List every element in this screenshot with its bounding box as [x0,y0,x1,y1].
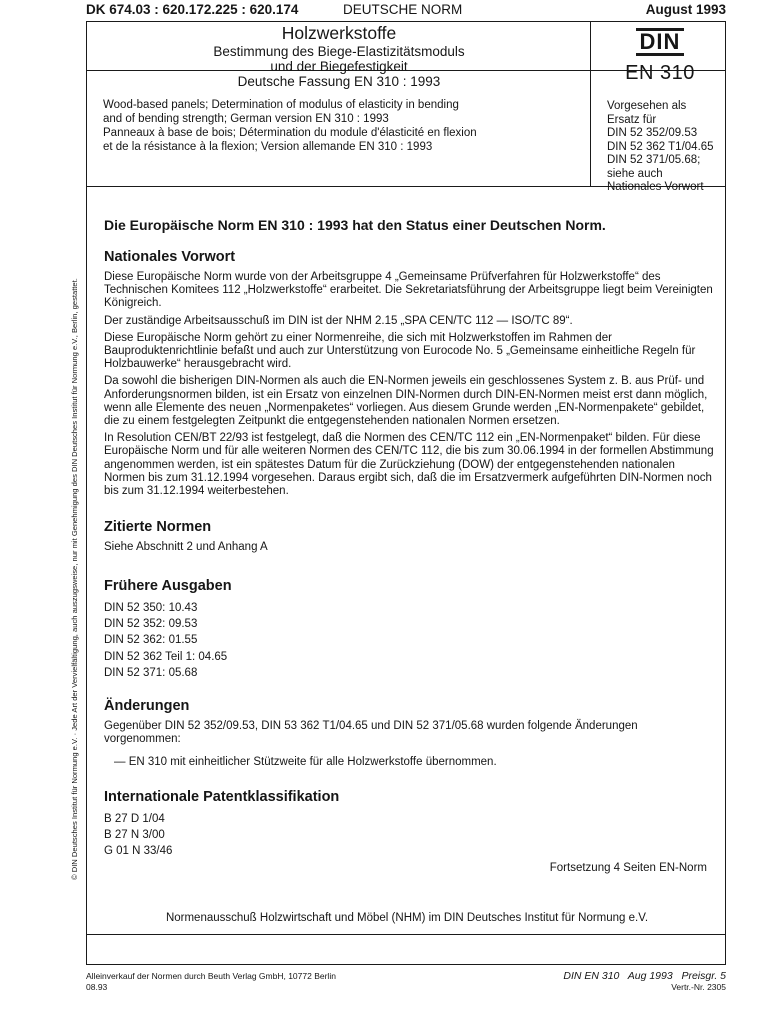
paragraph: Diese Europäische Norm gehört zu einer Normenreihe, die sich mit Holzwerkstoffen im Rahmen der Bauproduktenrichtlinie befaßt und auch zur Unterstützung von Eurocode No. 5 „Gemeinsame einheitliche Regeln für Holzbauwerke“ herausgebracht wird. [104,331,696,371]
section-heading: Frühere Ausgaben [104,578,232,594]
replacement-line: DIN 52 371/05.68; [607,154,701,166]
edition-item: DIN 52 352: 09.53 [104,618,198,631]
paragraph: Siehe Abschnitt 2 und Anhang A [104,541,268,553]
replacement-line: Vorgesehen als [607,100,687,112]
classification-item: G 01 N 33/46 [104,845,173,858]
document-reference: DIN EN 310 Aug 1993 Preisgr. 5 [563,970,726,982]
paragraph: In Resolution CEN/BT 22/93 ist festgelegt, daß die Normen des CEN/TC 112 ein „EN-Normenpaket“ bilden. Für diese Europäische Norm und für alle weiteren Normen des CEN/TC 112, die bis zum 30.06.1994 in der formellen Abstimmung angenommen werden, ist ein spätestes Datum für die Zurückziehung (DOW) der entgegenstehenden nationalen Normen bis zum 31.12.1994 vorgesehen. Daraus ergibt sich, daß die im Ersatzvermerk aufgeführten DIN-Normen noch bis zum 31.12.1994 weiterbestehen. [104,432,714,498]
copyright-notice: © DIN Deutsches Institut für Normung e.V. · Jede Art der Vervielfältigung, auch auszugsweise, nur mit Genehmigung des DIN Deutsches Institut für Normung e.V., Berlin, gestattet. [70,278,79,880]
replacement-line: DIN 52 352/09.53 [607,127,698,139]
replacement-note [607,100,725,195]
french-title-line: et de la résistance à la flexion; Version allemande EN 310 : 1993 [103,141,433,153]
classification-item: B 27 D 1/04 [104,813,165,825]
edition-item: DIN 52 362 Teil 1: 04.65 [104,650,228,663]
patent-classification [104,789,714,860]
earlier-editions [104,578,714,681]
replacement-line: Ersatz für [607,113,657,126]
section-heading: Nationales Vorwort [104,249,236,265]
english-title-line: and of bending strength; German version EN 310 : 1993 [103,113,389,125]
distribution-number: Vertr.-Nr. 2305 [671,982,726,992]
amendment-item: — EN 310 mit einheitlicher Stützweite für alle Holzwerkstoffe übernommen. [114,756,497,769]
paragraph: Der zuständige Arbeitsausschuß im DIN ist der NHM 2.15 „SPA CEN/TC 112 — ISO/TC 89“. [104,314,573,327]
continuation-note: Fortsetzung 4 Seiten EN-Norm [549,862,707,874]
top-header [86,0,730,22]
din-block [593,28,727,85]
page-title: Holzwerkstoffe [281,23,397,43]
issue-code: 08.93 [86,982,108,992]
subtitle-line: Bestimmung des Biege-Elastizitätsmoduls [213,44,465,59]
standard-number: EN 310 [625,62,695,84]
issue-date: August 1993 [645,2,726,17]
section-heading: Zitierte Normen [104,519,212,535]
national-foreword [104,249,714,502]
document-category: DEUTSCHE NORM [343,2,463,17]
edition-item: DIN 52 350: 10.43 [104,602,198,614]
divider [87,934,725,935]
section-heading: Änderungen [104,698,190,714]
paragraph: Da sowohl die bisherigen DIN-Normen als auch die EN-Normen jeweils ein geschlossenes System z. B. aus Prüf- und Anforderungsnormen bilden, ist ein Ersatz von einzelnen DIN-Normen durch DIN-EN-Normen meist erst dann möglich, wenn alle Elemente des neuen „Normenpaketes“ vorliegen. Aus diesem Grunde werden „EN-Normenpakete“ gebildet, die zu einem festgelegten Zeitpunkt die entgegenstehenden nationalen Normen ersetzen. [104,375,708,428]
dk-number: DK 674.03 : 620.172.225 : 620.174 [86,2,299,17]
footer-reference [563,970,726,992]
section-heading: Internationale Patentklassifikation [104,789,340,805]
status-statement: Die Europäische Norm EN 310 : 1993 hat den Status einer Deutschen Norm. [104,217,606,233]
document-frame [86,21,726,965]
edition-item: DIN 52 371: 05.68 [104,666,198,679]
footer-distribution [86,971,336,993]
paragraph: Diese Europäische Norm wurde von der Arbeitsgruppe 4 „Gemeinsame Prüfverfahren für Holzwerkstoffe“ des Technischen Komitees 112 „Holzwerkstoffe“ erarbeitet. Die Sekretariatsführung der Arbeitsgruppe liegt beim Vereinigten Königreich. [104,271,713,310]
title-block [87,23,591,89]
cited-standards [104,519,714,558]
classification-item: B 27 N 3/00 [104,829,165,842]
subtitle-line: Deutsche Fassung EN 310 : 1993 [237,74,441,89]
distribution-text: Alleinverkauf der Normen durch Beuth Verlag GmbH, 10772 Berlin [86,971,336,981]
din-logo: DIN [636,28,685,56]
french-title-line: Panneaux à base de bois; Détermination du module d'élasticité en flexion [103,127,477,139]
subtitle-line: und der Biegefestigkeit [270,59,408,74]
replacement-line: Nationales Vorwort [607,181,704,193]
replacement-line: siehe auch [607,167,663,180]
replacement-line: DIN 52 362 T1/04.65 [607,140,714,153]
translated-titles [103,98,583,154]
english-title-line: Wood-based panels; Determination of modulus of elasticity in bending [103,99,459,111]
amendments [104,698,714,774]
committee-line: Normenausschuß Holzwirtschaft und Möbel (NHM) im DIN Deutsches Institut für Normung e.V. [165,912,649,924]
paragraph: Gegenüber DIN 52 352/09.53, DIN 53 362 T1/04.65 und DIN 52 371/05.68 wurden folgende Änderungen vorgenommen: [104,720,638,746]
edition-item: DIN 52 362: 01.55 [104,634,198,647]
